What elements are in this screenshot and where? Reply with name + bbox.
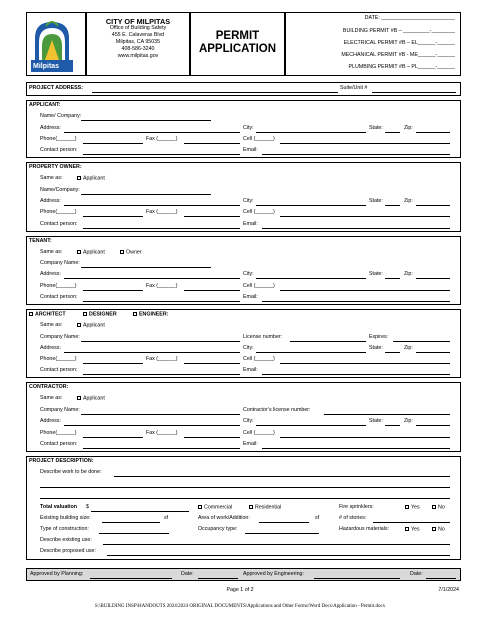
applicant-phone-label: Phone(______)	[40, 136, 77, 142]
owner-city-label: City:	[243, 198, 254, 204]
construction-type-label: Type of construction:	[40, 526, 89, 532]
city-state-zip: Milpitas, CA 95035	[115, 39, 161, 45]
street-address: 455 E. Calaveras Blvd	[111, 32, 165, 38]
checkbox-icon	[432, 505, 436, 509]
tenant-company-input[interactable]	[81, 267, 211, 268]
owner-address-input[interactable]	[64, 205, 240, 206]
suite-input[interactable]	[372, 92, 456, 93]
page-number: Page 1 of 2	[226, 587, 254, 593]
owner-name-label: Name/Company:	[40, 187, 80, 193]
stories-label: # of stories:	[339, 515, 367, 521]
owner-contact-label: Contact person:	[40, 221, 78, 227]
checkbox-icon	[405, 527, 409, 531]
owner-phone-label: Phone(______)	[40, 209, 77, 215]
contractor-same-applicant-checkbox[interactable]	[77, 396, 105, 402]
checkbox-label: Owner	[126, 249, 142, 256]
design-cell-input[interactable]	[280, 363, 450, 364]
owner-cell-input[interactable]	[280, 216, 450, 217]
planning-approval-input[interactable]	[90, 578, 172, 579]
contractor-heading: CONTRACTOR:	[29, 384, 69, 390]
owner-cell-label: Cell (______)	[243, 209, 275, 215]
project-address-input[interactable]	[92, 92, 338, 93]
contractor-zip-label: Zip:	[404, 418, 413, 424]
existing-size-input[interactable]	[102, 522, 160, 523]
design-state-input[interactable]	[385, 352, 400, 353]
phone-number: 408-586-3240	[121, 46, 155, 52]
engineering-approval-input[interactable]	[314, 578, 400, 579]
project-description-heading: PROJECT DESCRIPTION:	[29, 458, 94, 464]
applicant-name-input[interactable]	[81, 120, 211, 121]
contractor-same-as-label: Same as:	[40, 395, 63, 401]
occupancy-label: Occupancy type:	[198, 526, 238, 532]
applicant-name-label: Name/ Company:	[40, 113, 82, 119]
owner-same-applicant-checkbox[interactable]	[77, 176, 105, 182]
suite-label: Suite/Unit #	[340, 85, 368, 91]
design-license-label: License number:	[243, 334, 283, 340]
checkbox-icon	[77, 176, 81, 180]
checkbox-icon	[83, 312, 87, 316]
contractor-fax-input[interactable]	[184, 437, 240, 438]
contractor-email-input[interactable]	[262, 448, 450, 449]
design-state-label: State:	[369, 345, 383, 351]
contractor-company-input[interactable]	[81, 414, 240, 415]
design-same-as-label: Same as:	[40, 322, 63, 328]
tenant-state-label: State:	[369, 271, 383, 277]
checkbox-icon	[133, 312, 137, 316]
contractor-state-label: State:	[369, 418, 383, 424]
applicant-city-label: City:	[243, 125, 254, 131]
hazardous-no-checkbox[interactable]	[432, 527, 445, 533]
occupancy-input[interactable]	[245, 533, 319, 534]
checkbox-label: Applicant	[83, 249, 105, 256]
checkbox-label: Yes	[411, 504, 420, 511]
architect-checkbox[interactable]	[29, 312, 66, 318]
checkbox-icon	[77, 323, 81, 327]
city-logo	[31, 16, 73, 72]
contractor-phone-input[interactable]	[83, 437, 143, 438]
checkbox-icon	[432, 527, 436, 531]
owner-state-label: State:	[369, 198, 383, 204]
page-title-line1: PERMIT	[215, 30, 260, 42]
applicant-email-label: Email:	[243, 147, 258, 153]
applicant-phone-input[interactable]	[83, 143, 143, 144]
applicant-state-label: State:	[369, 125, 383, 131]
contractor-email-label: Email:	[243, 441, 258, 447]
proposed-use-label: Describe proposed use:	[40, 548, 96, 554]
owner-email-label: Email:	[243, 221, 258, 227]
applicant-heading: APPLICANT:	[29, 102, 61, 108]
owner-name-input[interactable]	[81, 194, 211, 195]
fire-sprinklers-label: Fire sprinklers:	[339, 504, 374, 510]
owner-email-input[interactable]	[262, 228, 450, 229]
tenant-city-label: City:	[243, 271, 254, 277]
design-fax-label: Fax (______)	[146, 356, 178, 362]
fire-sprinklers-no-checkbox[interactable]	[432, 505, 445, 511]
contractor-address-label: Address:	[40, 418, 61, 424]
checkbox-icon	[29, 312, 33, 316]
checkbox-label: DESIGNER	[89, 311, 117, 318]
design-contact-input[interactable]	[83, 374, 240, 375]
tenant-address-label: Address:	[40, 271, 61, 277]
contractor-phone-label: Phone(______)	[40, 430, 77, 436]
engineering-date-label: Date:	[410, 571, 423, 577]
design-zip-input[interactable]	[416, 352, 450, 353]
design-email-input[interactable]	[262, 374, 450, 375]
contractor-city-label: City:	[243, 418, 254, 424]
owner-fax-input[interactable]	[184, 216, 240, 217]
checkbox-label: Applicant	[83, 322, 105, 329]
page-title-line2: APPLICATION	[198, 43, 277, 55]
design-email-label: Email:	[243, 367, 258, 373]
design-cell-label: Cell (______)	[243, 356, 275, 362]
tenant-address-input[interactable]	[64, 278, 240, 279]
area-work-label: Area of work/Addition:	[198, 515, 250, 521]
tenant-cell-input[interactable]	[280, 290, 450, 291]
design-expires-input[interactable]	[393, 341, 450, 342]
applicant-state-input[interactable]	[385, 132, 400, 133]
engineering-approval-label: Approved by Engineering:	[243, 571, 304, 577]
planning-date-label: Date:	[181, 571, 194, 577]
applicant-email-input[interactable]	[262, 154, 450, 155]
contractor-company-label: Company Name:	[40, 407, 80, 413]
checkbox-icon	[77, 396, 81, 400]
existing-size-label: Existing building size:	[40, 515, 91, 521]
contractor-license-label: Contractor’s license number:	[243, 407, 311, 413]
checkbox-label: ENGINEER:	[139, 311, 169, 318]
checkbox-label: Commercial	[204, 504, 233, 511]
checkbox-label: Applicant	[83, 175, 105, 182]
design-address-label: Address:	[40, 345, 61, 351]
owner-same-as-label: Same as:	[40, 175, 63, 181]
checkbox-icon	[249, 505, 253, 509]
planning-date-input[interactable]	[198, 578, 238, 579]
area-work-input[interactable]	[259, 522, 309, 523]
checkbox-icon	[405, 505, 409, 509]
tenant-zip-label: Zip:	[404, 271, 413, 277]
applicant-cell-input[interactable]	[280, 143, 450, 144]
website[interactable]: www.milpitas.gov	[117, 53, 159, 59]
checkbox-icon	[77, 250, 81, 254]
total-valuation-label: Total valuation	[40, 504, 77, 510]
design-phone-input[interactable]	[83, 363, 143, 364]
contractor-cell-label: Cell (______)	[243, 430, 275, 436]
owner-heading: PROPERTY OWNER:	[29, 164, 82, 170]
design-license-input[interactable]	[290, 341, 366, 342]
checkbox-label: Applicant	[83, 395, 105, 402]
plumbing-permit-field[interactable]: PLUMBING PERMIT #B – PL______-______	[348, 64, 455, 70]
owner-contact-input[interactable]	[83, 228, 240, 229]
contractor-address-input[interactable]	[64, 425, 240, 426]
contractor-city-input[interactable]	[256, 425, 366, 426]
owner-fax-label: Fax (______)	[146, 209, 178, 215]
contractor-contact-label: Contact person:	[40, 441, 78, 447]
tenant-contact-input[interactable]	[83, 301, 240, 302]
existing-use-input[interactable]	[103, 544, 450, 545]
design-phone-label: Phone(______)	[40, 356, 77, 362]
design-company-input[interactable]	[81, 341, 240, 342]
contractor-license-input[interactable]	[324, 414, 450, 415]
checkbox-label: No	[438, 504, 445, 511]
dept-name: Office of Building Safety	[109, 25, 167, 31]
engineer-checkbox[interactable]	[133, 312, 168, 318]
total-valuation-input[interactable]	[91, 511, 189, 512]
design-address-input[interactable]	[64, 352, 240, 353]
tenant-city-input[interactable]	[256, 278, 366, 279]
proposed-use-input[interactable]	[107, 555, 450, 556]
commercial-checkbox[interactable]	[198, 505, 232, 511]
tenant-state-input[interactable]	[385, 278, 400, 279]
work-description-input-3[interactable]	[40, 498, 450, 499]
existing-use-label: Describe existing use:	[40, 537, 92, 543]
design-zip-label: Zip:	[404, 345, 413, 351]
tenant-same-applicant-checkbox[interactable]	[77, 250, 105, 256]
design-fax-input[interactable]	[184, 363, 240, 364]
tenant-phone-input[interactable]	[83, 290, 143, 291]
residential-checkbox[interactable]	[249, 505, 281, 511]
checkbox-label: Yes	[411, 526, 420, 533]
electrical-permit-field[interactable]: ELECTRICAL PERMIT #B – EL______-______	[343, 40, 455, 46]
building-permit-field[interactable]: BUILDING PERMIT #B – _________-________	[342, 28, 455, 34]
tenant-email-label: Email:	[243, 294, 258, 300]
contractor-state-input[interactable]	[385, 425, 400, 426]
checkbox-label: Residential	[255, 504, 282, 511]
design-expires-label: Expires:	[369, 334, 389, 340]
file-path: S:\BUILDING INSP\HANDOUTS 2024\2024 ORIGINAL DOCUMENTS\Applications and Other Forms\Word Docs\Application - Permit.docx	[94, 604, 386, 609]
tenant-contact-label: Contact person:	[40, 294, 78, 300]
applicant-city-input[interactable]	[256, 132, 366, 133]
construction-type-input[interactable]	[99, 533, 169, 534]
checkbox-label: No	[438, 526, 445, 533]
applicant-cell-label: Cell (______)	[243, 136, 275, 142]
owner-address-label: Address:	[40, 198, 61, 204]
dollar-sign: $	[86, 504, 89, 510]
design-contact-label: Contact person:	[40, 367, 78, 373]
checkbox-icon	[120, 250, 124, 254]
applicant-contact-input[interactable]	[83, 154, 240, 155]
revision-date: 7/1/2024	[438, 587, 459, 593]
applicant-zip-label: Zip:	[404, 125, 413, 131]
applicant-zip-input[interactable]	[416, 132, 450, 133]
existing-size-unit: sf	[164, 515, 169, 521]
contractor-contact-input[interactable]	[83, 448, 240, 449]
tenant-same-owner-checkbox[interactable]	[120, 250, 142, 256]
tenant-same-as-label: Same as:	[40, 249, 63, 255]
owner-city-input[interactable]	[256, 205, 366, 206]
engineering-date-input[interactable]	[426, 578, 456, 579]
checkbox-label: ARCHITECT	[35, 311, 66, 318]
owner-zip-input[interactable]	[416, 205, 450, 206]
area-work-unit: sf	[315, 515, 320, 521]
designer-checkbox[interactable]	[83, 312, 117, 318]
applicant-fax-label: Fax (______)	[146, 136, 178, 142]
tenant-company-label: Company Name:	[40, 260, 80, 266]
tenant-cell-label: Cell (______)	[243, 283, 275, 289]
design-same-applicant-checkbox[interactable]	[77, 323, 105, 329]
date-label: DATE:	[364, 15, 382, 21]
applicant-contact-label: Contact person:	[40, 147, 78, 153]
tenant-zip-input[interactable]	[416, 278, 450, 279]
fire-sprinklers-yes-checkbox[interactable]	[405, 505, 420, 511]
work-description-input-2[interactable]	[40, 487, 450, 488]
city-name: CITY OF MILPITAS	[105, 17, 171, 26]
tenant-email-input[interactable]	[262, 301, 450, 302]
planning-approval-label: Approved by Planning:	[30, 571, 84, 577]
design-company-label: Company Name:	[40, 334, 80, 340]
tenant-fax-label: Fax (______)	[146, 283, 178, 289]
owner-state-input[interactable]	[385, 205, 400, 206]
date-field[interactable]: DATE: _________________________	[364, 15, 455, 21]
logo-text: Milpitas	[33, 63, 60, 70]
owner-zip-label: Zip:	[404, 198, 413, 204]
work-description-input-1[interactable]	[114, 476, 450, 477]
mechanical-permit-field[interactable]: MECHANICAL PERMIT #B - ME______-______	[341, 52, 455, 58]
hazardous-label: Hazardous materials:	[339, 526, 390, 532]
contractor-cell-input[interactable]	[280, 437, 450, 438]
project-address-box	[26, 82, 461, 96]
work-description-label: Describe work to be done:	[40, 469, 102, 475]
tenant-heading: TENANT:	[29, 238, 52, 244]
tenant-phone-label: Phone(______)	[40, 283, 77, 289]
applicant-address-input[interactable]	[64, 132, 240, 133]
design-city-input[interactable]	[256, 352, 366, 353]
stories-input[interactable]	[373, 522, 450, 523]
design-city-label: City:	[243, 345, 254, 351]
checkbox-icon	[198, 505, 202, 509]
contractor-fax-label: Fax (______)	[146, 430, 178, 436]
tenant-fax-input[interactable]	[184, 290, 240, 291]
applicant-fax-input[interactable]	[184, 143, 240, 144]
project-address-label: PROJECT ADDRESS:	[29, 85, 83, 91]
applicant-address-label: Address:	[40, 125, 61, 131]
owner-phone-input[interactable]	[83, 216, 143, 217]
hazardous-yes-checkbox[interactable]	[405, 527, 420, 533]
contractor-zip-input[interactable]	[416, 425, 450, 426]
